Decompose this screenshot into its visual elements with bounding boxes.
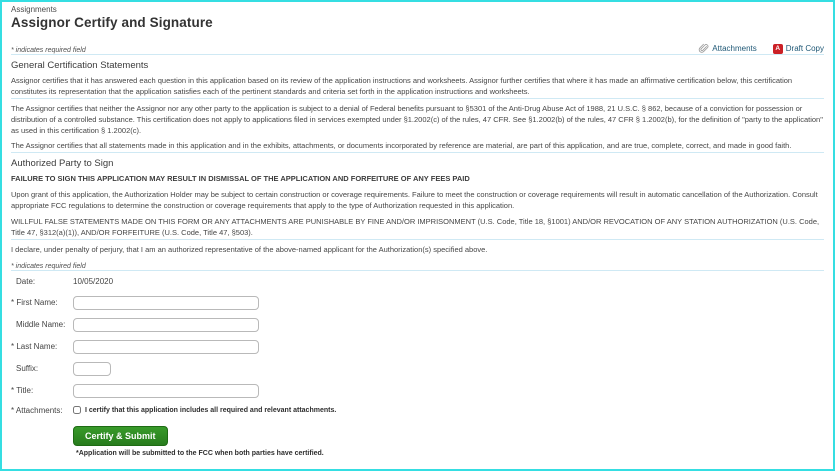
title-field[interactable] [73, 384, 259, 398]
meta-row [11, 43, 824, 54]
general-certification-p2: The Assignor certifies that neither the Assignor nor any other party to the application is subject to a denial of Federal benefits pursuant to §5301 of the Anti-Drug Abuse Act of 1988, 21 U.S.C. § 862, because of a conviction for possession or distribution of a controlled substance. This certification does not apply to applications filed in services exempted under §1.2002(c) of the rules, 47 CFR. See §1.2002(b) of the rules, 47 CFR § 1.2002(b), for the definition of "party to the application" as used in this certification § 1.2002(c). [11, 103, 823, 135]
attachments-link-label: Attachments [712, 44, 757, 53]
attachments-row [11, 406, 824, 415]
paperclip-icon [698, 43, 709, 54]
failure-to-sign-warning: FAILURE TO SIGN THIS APPLICATION MAY RESULT IN DISMISSAL OF THE APPLICATION AND FORFEITURE OF ANY FEES PAID [11, 174, 470, 184]
section-divider [11, 239, 824, 240]
middle-name-label: Middle Name: [16, 320, 66, 329]
first-name-row [11, 296, 824, 310]
required-field-note: * indicates required field [11, 47, 86, 54]
draft-copy-link-label: Draft Copy [785, 44, 824, 53]
general-certification-heading: General Certification Statements [11, 60, 149, 71]
pdf-icon: A [773, 44, 783, 54]
submit-footnote: *Application will be submitted to the FCC when both parties have certified. [76, 449, 324, 457]
last-name-field[interactable] [73, 340, 259, 354]
title-row [11, 384, 824, 398]
authorized-party-heading: Authorized Party to Sign [11, 158, 114, 170]
attachments-link[interactable] [698, 43, 756, 54]
section-divider [11, 54, 824, 55]
willful-false-statements: WILLFUL FALSE STATEMENTS MADE ON THIS FORM OR ANY ATTACHMENTS ARE PUNISHABLE BY FINE AND/OR IMPRISONMENT (U.S. Code, Title 18, §1001) AND/OR REVOCATION OF ANY STATION AUTHORIZATION (U.S. Code, Title 47, §312(a)(1)), AND/OR FORFEITURE (U.S. Code, Title 47, §503). [11, 216, 820, 237]
required-field-note-2: * indicates required field [11, 262, 86, 270]
suffix-label: Suffix: [16, 364, 39, 373]
attachments-label: * Attachments: [11, 405, 63, 415]
certify-submit-button[interactable]: Certify & Submit [73, 426, 168, 446]
title-label: * Title: [11, 386, 34, 395]
date-label: Date: [16, 276, 36, 286]
general-certification-p1: Assignor certifies that it has answered each question in this application based on its review of the application instructions and worksheets. Assignor further certifies that where it has made an affirmative certification below, this certification constitutes its representation that the application satisfies each of the pertinent standards and criteria set forth in the application instructions and worksheets. [11, 76, 793, 96]
section-divider [11, 270, 824, 271]
perjury-declaration: I declare, under penalty of perjury, that I am an authorized representative of the above-named applicant for the Authorization(s) specified above. [11, 244, 488, 254]
suffix-field[interactable] [73, 362, 111, 376]
last-name-label: * Last Name: [11, 342, 58, 351]
first-name-field[interactable] [73, 296, 259, 310]
date-row [11, 277, 824, 286]
section-divider [11, 152, 824, 153]
section-divider [11, 98, 824, 99]
attachments-checkbox-label: I certify that this application includes all required and relevant attachments. [85, 406, 337, 414]
authorized-party-p1: Upon grant of this application, the Authorization Holder may be subject to certain construction or coverage requirements. Failure to meet the construction or coverage requirements will result in automatic cancellation of the Authorization. Consult appropriate FCC regulations to determine the construction or coverage requirements that apply to the type of Authorization requested in this application. [11, 190, 818, 210]
attachments-checkbox[interactable] [73, 406, 81, 414]
breadcrumb: Assignments [11, 5, 57, 14]
middle-name-field[interactable] [73, 318, 259, 332]
page-title: Assignor Certify and Signature [11, 15, 213, 30]
draft-copy-link[interactable] [773, 44, 824, 54]
signature-form [11, 277, 824, 457]
suffix-row [11, 362, 824, 376]
last-name-row [11, 340, 824, 354]
general-certification-p3: The Assignor certifies that all statements made in this application and in the exhibits, attachments, or documents incorporated by reference are material, are part of this application, and are true, complete, correct, and made in good faith. [11, 141, 792, 151]
date-value: 10/05/2020 [73, 276, 114, 286]
first-name-label: * First Name: [11, 298, 58, 307]
middle-name-row [11, 318, 824, 332]
